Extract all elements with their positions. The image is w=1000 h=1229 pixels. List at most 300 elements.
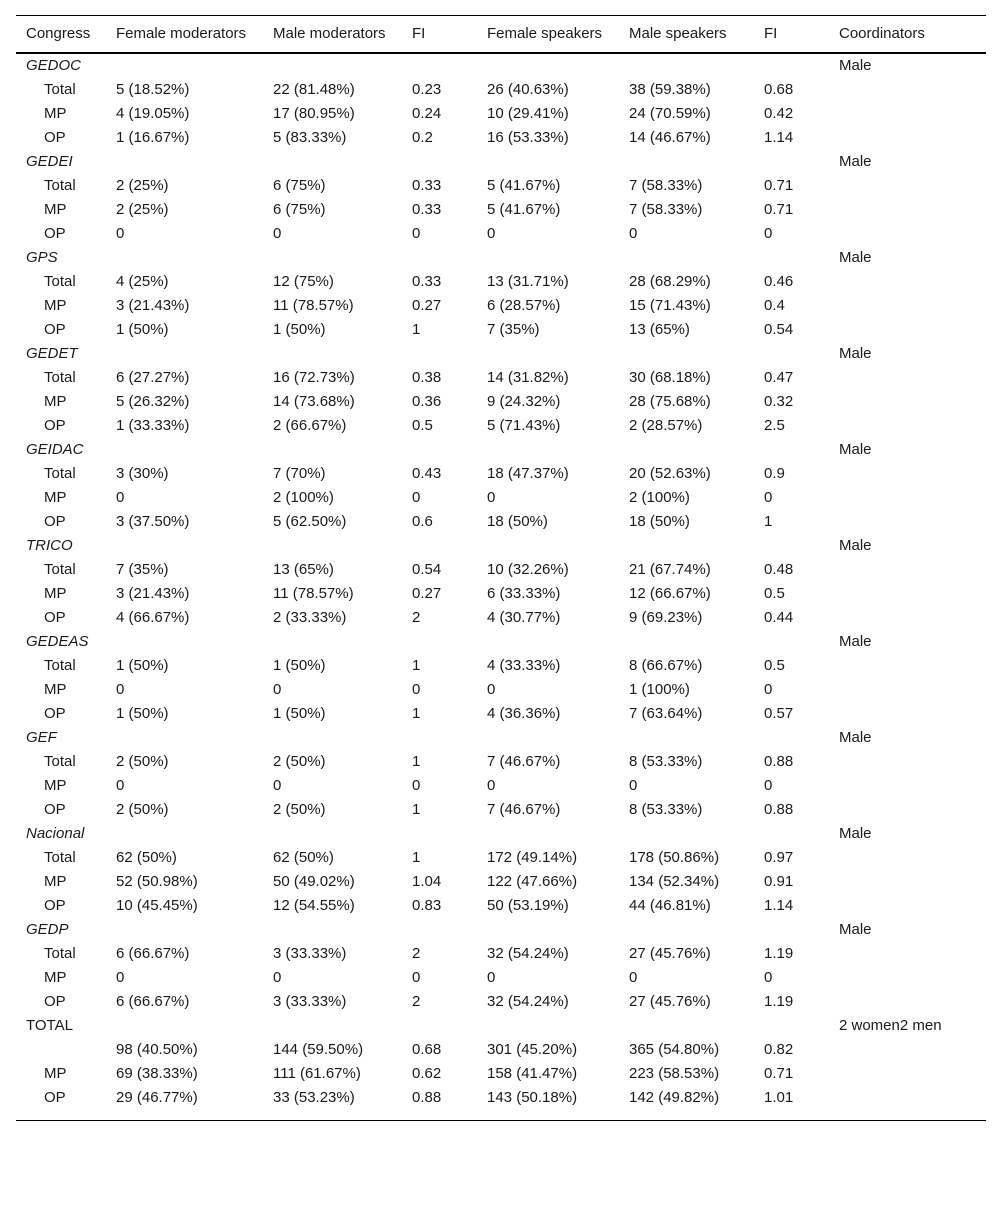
fi-moderators-cell: 0.27: [412, 297, 442, 314]
coordinators-cell: Male: [839, 441, 872, 458]
empty-cell: [263, 53, 402, 78]
fi-speakers-cell: 0: [764, 969, 773, 986]
empty-cell: [829, 846, 986, 870]
table-row: [16, 126, 986, 150]
row-label: OP: [44, 993, 66, 1010]
empty-cell: [106, 150, 263, 174]
fi-speakers-cell: 1.19: [764, 993, 794, 1010]
congress-name: GEDET: [26, 345, 78, 362]
table-row: [16, 678, 986, 702]
empty-cell: [754, 53, 829, 78]
table-row: [16, 702, 986, 726]
male-moderators-cell: 144 (59.50%): [273, 1041, 364, 1058]
empty-cell: [829, 990, 986, 1014]
male-moderators-cell: 12 (54.55%): [273, 897, 355, 914]
empty-cell: [477, 438, 619, 462]
male-speakers-cell: 1 (100%): [629, 681, 690, 698]
empty-cell: [829, 774, 986, 798]
empty-cell: [829, 390, 986, 414]
fi-speakers-cell: 0.97: [764, 849, 794, 866]
empty-cell: [829, 966, 986, 990]
empty-cell: [829, 678, 986, 702]
fi-speakers-cell: 0.48: [764, 561, 794, 578]
female-moderators-cell: 3 (21.43%): [116, 585, 190, 602]
female-moderators-cell: 7 (35%): [116, 561, 169, 578]
female-moderators-cell: 0: [116, 777, 125, 794]
female-speakers-cell: 4 (33.33%): [487, 657, 561, 674]
empty-cell: [106, 822, 263, 846]
table-row: [16, 222, 986, 246]
male-speakers-cell: 223 (58.53%): [629, 1065, 720, 1082]
group-row: [16, 150, 986, 174]
female-speakers-cell: 5 (41.67%): [487, 177, 561, 194]
fi-speakers-cell: 0.71: [764, 201, 794, 218]
congress-name: GPS: [26, 249, 58, 266]
male-speakers-cell: 28 (68.29%): [629, 273, 711, 290]
fi-moderators-cell: 0.2: [412, 129, 433, 146]
congress-name: GEDOC: [26, 57, 82, 74]
empty-cell: [106, 53, 263, 78]
female-moderators-cell: 52 (50.98%): [116, 873, 198, 890]
male-speakers-cell: 0: [629, 777, 638, 794]
empty-cell: [829, 270, 986, 294]
empty-cell: [477, 918, 619, 942]
male-speakers-cell: 18 (50%): [629, 513, 690, 530]
header-congress: Congress: [16, 16, 106, 54]
empty-cell: [477, 630, 619, 654]
female-moderators-cell: 0: [116, 225, 125, 242]
male-moderators-cell: 5 (62.50%): [273, 513, 347, 530]
empty-cell: [477, 1014, 619, 1038]
female-speakers-cell: 0: [487, 681, 496, 698]
row-label: MP: [44, 1065, 67, 1082]
empty-cell: [106, 438, 263, 462]
female-speakers-cell: 4 (30.77%): [487, 609, 561, 626]
empty-cell: [829, 798, 986, 822]
female-speakers-cell: 6 (33.33%): [487, 585, 561, 602]
fi-moderators-cell: 2: [412, 993, 421, 1010]
row-label: Total: [44, 849, 76, 866]
table-row: [16, 582, 986, 606]
row-label: MP: [44, 969, 67, 986]
male-moderators-cell: 11 (78.57%): [273, 585, 354, 602]
table-row: [16, 318, 986, 342]
male-moderators-cell: 17 (80.95%): [273, 105, 355, 122]
fi-speakers-cell: 0: [764, 225, 773, 242]
female-moderators-cell: 98 (40.50%): [116, 1041, 198, 1058]
fi-moderators-cell: 0.33: [412, 273, 442, 290]
empty-cell: [829, 654, 986, 678]
female-speakers-cell: 26 (40.63%): [487, 81, 569, 98]
row-label: Total: [44, 561, 76, 578]
empty-cell: [754, 342, 829, 366]
group-row: [16, 246, 986, 270]
female-moderators-cell: 3 (37.50%): [116, 513, 190, 530]
row-label: Total: [44, 81, 76, 98]
female-speakers-cell: 16 (53.33%): [487, 129, 569, 146]
empty-cell: [263, 438, 402, 462]
fi-speakers-cell: 1.19: [764, 945, 794, 962]
female-moderators-cell: 2 (50%): [116, 753, 169, 770]
empty-cell: [829, 894, 986, 918]
male-moderators-cell: 2 (50%): [273, 753, 326, 770]
table-row: [16, 390, 986, 414]
empty-cell: [477, 726, 619, 750]
male-moderators-cell: 5 (83.33%): [273, 129, 347, 146]
fi-moderators-cell: 1: [412, 705, 421, 722]
male-speakers-cell: 30 (68.18%): [629, 369, 711, 386]
header-male-speakers: Male speakers: [619, 16, 754, 54]
row-label: MP: [44, 201, 67, 218]
empty-cell: [754, 1014, 829, 1038]
congress-name: GEDP: [26, 921, 69, 938]
male-speakers-cell: 13 (65%): [629, 321, 690, 338]
male-moderators-cell: 7 (70%): [273, 465, 326, 482]
fi-speakers-cell: 0.71: [764, 177, 794, 194]
empty-cell: [829, 318, 986, 342]
male-speakers-cell: 21 (67.74%): [629, 561, 711, 578]
table-body: [16, 53, 986, 1121]
male-speakers-cell: 142 (49.82%): [619, 1086, 754, 1121]
female-speakers-cell: 0: [487, 969, 496, 986]
fi-moderators-cell: 0.33: [412, 201, 442, 218]
fi-moderators-cell: 1.04: [412, 873, 442, 890]
empty-cell: [829, 1062, 986, 1086]
header-female-speakers: Female speakers: [477, 16, 619, 54]
empty-cell: [402, 246, 477, 270]
empty-cell: [619, 726, 754, 750]
fi-speakers-cell: 0.82: [764, 1041, 794, 1058]
fi-moderators-cell: 0.38: [412, 369, 442, 386]
male-speakers-cell: 8 (53.33%): [629, 801, 703, 818]
empty-cell: [106, 630, 263, 654]
fi-moderators-cell: 0: [412, 777, 421, 794]
male-moderators-cell: 0: [273, 681, 282, 698]
row-label: MP: [44, 489, 67, 506]
fi-speakers-cell: 0.71: [764, 1065, 794, 1082]
fi-speakers-cell: 0.5: [764, 585, 785, 602]
female-moderators-cell: 4 (66.67%): [116, 609, 190, 626]
fi-moderators-cell: 0.54: [412, 561, 442, 578]
empty-cell: [106, 726, 263, 750]
female-speakers-cell: 0: [487, 489, 496, 506]
empty-cell: [829, 942, 986, 966]
table-row: [16, 750, 986, 774]
table-row: [16, 990, 986, 1014]
empty-cell: [829, 510, 986, 534]
fi-moderators-cell: 0: [412, 681, 421, 698]
row-label: Total: [44, 465, 76, 482]
table-row: [16, 462, 986, 486]
group-row: [16, 1014, 986, 1038]
empty-cell: [619, 822, 754, 846]
female-speakers-cell: 143 (50.18%): [477, 1086, 619, 1121]
empty-cell: [477, 822, 619, 846]
congress-name: GEIDAC: [26, 441, 84, 458]
fi-moderators-cell: 1: [412, 657, 421, 674]
empty-cell: [263, 342, 402, 366]
row-label: MP: [44, 585, 67, 602]
empty-cell: [402, 630, 477, 654]
table-row: [16, 606, 986, 630]
female-moderators-cell: 4 (19.05%): [116, 105, 190, 122]
fi-moderators-cell: 1: [412, 753, 421, 770]
male-moderators-cell: 6 (75%): [273, 201, 326, 218]
empty-cell: [402, 822, 477, 846]
group-row: [16, 822, 986, 846]
empty-cell: [477, 342, 619, 366]
female-moderators-cell: 3 (21.43%): [116, 297, 190, 314]
table-row: [16, 414, 986, 438]
male-moderators-cell: 2 (33.33%): [273, 609, 347, 626]
coordinators-cell: Male: [839, 633, 872, 650]
male-speakers-cell: 2 (100%): [629, 489, 690, 506]
empty-cell: [263, 534, 402, 558]
male-moderators-cell: 2 (100%): [273, 489, 334, 506]
female-moderators-cell: 1 (16.67%): [116, 129, 190, 146]
male-speakers-cell: 14 (46.67%): [629, 129, 711, 146]
empty-cell: [263, 246, 402, 270]
male-moderators-cell: 33 (53.23%): [263, 1086, 402, 1121]
fi-moderators-cell: 2: [412, 609, 421, 626]
male-speakers-cell: 2 (28.57%): [629, 417, 703, 434]
table-row: [16, 1062, 986, 1086]
row-label: OP: [44, 417, 66, 434]
female-moderators-cell: 3 (30%): [116, 465, 169, 482]
female-speakers-cell: 9 (24.32%): [487, 393, 561, 410]
row-label: Total: [44, 657, 76, 674]
fi-moderators-cell: 0: [412, 969, 421, 986]
fi-moderators-cell: 1: [412, 849, 421, 866]
row-label: MP: [44, 681, 67, 698]
male-moderators-cell: 62 (50%): [273, 849, 334, 866]
male-speakers-cell: 9 (69.23%): [629, 609, 703, 626]
row-label: Total: [44, 177, 76, 194]
group-row: [16, 53, 986, 78]
table-row: [16, 78, 986, 102]
group-row: [16, 438, 986, 462]
female-speakers-cell: 13 (31.71%): [487, 273, 569, 290]
male-moderators-cell: 0: [273, 225, 282, 242]
fi-speakers-cell: 0: [764, 777, 773, 794]
fi-speakers-cell: 0.44: [764, 609, 794, 626]
female-moderators-cell: 29 (46.77%): [106, 1086, 263, 1121]
fi-moderators-cell: 0.43: [412, 465, 442, 482]
row-label: OP: [44, 321, 66, 338]
male-speakers-cell: 178 (50.86%): [629, 849, 720, 866]
empty-cell: [829, 606, 986, 630]
table-row: [16, 942, 986, 966]
male-moderators-cell: 6 (75%): [273, 177, 326, 194]
table-row: [16, 270, 986, 294]
female-speakers-cell: 18 (47.37%): [487, 465, 569, 482]
empty-cell: [402, 150, 477, 174]
female-moderators-cell: 5 (26.32%): [116, 393, 190, 410]
congress-name: GEF: [26, 729, 57, 746]
empty-cell: [402, 918, 477, 942]
fi-speakers-cell: 0: [764, 681, 773, 698]
empty-cell: [754, 438, 829, 462]
coordinators-cell: Male: [839, 825, 872, 842]
empty-cell: [619, 246, 754, 270]
male-speakers-cell: 0: [629, 225, 638, 242]
female-moderators-cell: 1 (50%): [116, 657, 169, 674]
empty-cell: [106, 342, 263, 366]
empty-cell: [754, 534, 829, 558]
female-speakers-cell: 18 (50%): [487, 513, 548, 530]
male-moderators-cell: 14 (73.68%): [273, 393, 355, 410]
female-moderators-cell: 6 (27.27%): [116, 369, 190, 386]
male-speakers-cell: 24 (70.59%): [629, 105, 711, 122]
female-moderators-cell: 0: [116, 681, 125, 698]
fi-speakers-cell: 2.5: [764, 417, 785, 434]
fi-speakers-cell: 0.4: [764, 297, 785, 314]
female-moderators-cell: 5 (18.52%): [116, 81, 190, 98]
fi-moderators-cell: 0: [412, 225, 421, 242]
fi-speakers-cell: 0.46: [764, 273, 794, 290]
male-moderators-cell: 2 (66.67%): [273, 417, 347, 434]
header-female-moderators: Female moderators: [106, 16, 263, 54]
female-moderators-cell: 1 (33.33%): [116, 417, 190, 434]
female-speakers-cell: 14 (31.82%): [487, 369, 569, 386]
fi-moderators-cell: 0.5: [412, 417, 433, 434]
table-row: [16, 102, 986, 126]
male-moderators-cell: 22 (81.48%): [273, 81, 355, 98]
male-speakers-cell: 15 (71.43%): [629, 297, 711, 314]
empty-cell: [754, 726, 829, 750]
row-label: MP: [44, 105, 67, 122]
male-speakers-cell: 28 (75.68%): [629, 393, 711, 410]
male-moderators-cell: 2 (50%): [273, 801, 326, 818]
fi-speakers-cell: 0.5: [764, 657, 785, 674]
header-coordinators: Coordinators: [829, 16, 986, 54]
fi-speakers-cell: 0.42: [764, 105, 794, 122]
empty-cell: [829, 1038, 986, 1062]
fi-moderators-cell: 0.33: [412, 177, 442, 194]
table-row: [16, 870, 986, 894]
fi-speakers-cell: 0: [764, 489, 773, 506]
female-speakers-cell: 32 (54.24%): [487, 945, 569, 962]
male-moderators-cell: 12 (75%): [273, 273, 334, 290]
row-label: OP: [44, 129, 66, 146]
female-speakers-cell: 172 (49.14%): [487, 849, 578, 866]
empty-cell: [829, 126, 986, 150]
table-row: [16, 654, 986, 678]
group-row: [16, 534, 986, 558]
fi-moderators-cell: 0.68: [412, 1041, 442, 1058]
male-speakers-cell: 27 (45.76%): [629, 945, 711, 962]
row-label: OP: [44, 801, 66, 818]
female-moderators-cell: 69 (38.33%): [116, 1065, 198, 1082]
fi-speakers-cell: 1.14: [764, 897, 794, 914]
male-speakers-cell: 8 (66.67%): [629, 657, 703, 674]
female-speakers-cell: 301 (45.20%): [487, 1041, 578, 1058]
male-moderators-cell: 3 (33.33%): [273, 945, 347, 962]
table-row: [16, 174, 986, 198]
congress-name: GEDEAS: [26, 633, 89, 650]
male-moderators-cell: 1 (50%): [273, 321, 326, 338]
female-moderators-cell: 6 (66.67%): [116, 993, 190, 1010]
empty-cell: [754, 918, 829, 942]
coordinators-cell: Male: [839, 249, 872, 266]
row-label: Total: [44, 273, 76, 290]
empty-cell: [402, 1014, 477, 1038]
female-moderators-cell: 0: [116, 969, 125, 986]
coordinators-cell: Male: [839, 153, 872, 170]
fi-moderators-cell: 1: [412, 321, 421, 338]
male-speakers-cell: 7 (58.33%): [629, 177, 703, 194]
male-speakers-cell: 7 (58.33%): [629, 201, 703, 218]
congress-gender-table: [16, 15, 986, 1121]
row-label: OP: [44, 609, 66, 626]
table-row: [16, 558, 986, 582]
fi-speakers-cell: 0.54: [764, 321, 794, 338]
empty-cell: [477, 246, 619, 270]
row-label: OP: [44, 513, 66, 530]
male-speakers-cell: 365 (54.80%): [629, 1041, 720, 1058]
female-speakers-cell: 50 (53.19%): [487, 897, 569, 914]
empty-cell: [477, 150, 619, 174]
table-row: [16, 510, 986, 534]
empty-cell: [829, 294, 986, 318]
congress-name: GEDEI: [26, 153, 73, 170]
fi-moderators-cell: 2: [412, 945, 421, 962]
empty-cell: [829, 558, 986, 582]
row-label: Total: [44, 369, 76, 386]
coordinators-cell: Male: [839, 921, 872, 938]
table-row: [16, 294, 986, 318]
empty-cell: [402, 438, 477, 462]
table-row: [16, 198, 986, 222]
male-moderators-cell: 11 (78.57%): [273, 297, 354, 314]
congress-name: Nacional: [26, 825, 85, 842]
female-speakers-cell: 10 (32.26%): [487, 561, 569, 578]
empty-cell: [106, 1014, 263, 1038]
group-row: [16, 918, 986, 942]
empty-cell: [263, 822, 402, 846]
fi-speakers-cell: 0.68: [764, 81, 794, 98]
empty-cell: [754, 822, 829, 846]
empty-cell: [829, 78, 986, 102]
male-speakers-cell: 44 (46.81%): [629, 897, 711, 914]
male-speakers-cell: 27 (45.76%): [629, 993, 711, 1010]
empty-cell: [754, 630, 829, 654]
coordinators-cell: Male: [839, 537, 872, 554]
empty-cell: [477, 534, 619, 558]
header-fi-speakers: FI: [754, 16, 829, 54]
female-speakers-cell: 6 (28.57%): [487, 297, 561, 314]
row-label: OP: [44, 705, 66, 722]
fi-moderators-cell: 0.83: [412, 897, 442, 914]
empty-cell: [619, 53, 754, 78]
female-speakers-cell: 122 (47.66%): [487, 873, 578, 890]
male-moderators-cell: 50 (49.02%): [273, 873, 355, 890]
congress-name: TOTAL: [26, 1017, 73, 1034]
empty-cell: [402, 534, 477, 558]
empty-cell: [829, 366, 986, 390]
fi-moderators-cell: 1: [412, 801, 421, 818]
empty-cell: [829, 198, 986, 222]
row-label: OP: [44, 897, 66, 914]
fi-speakers-cell: 0.88: [764, 753, 794, 770]
male-moderators-cell: 0: [273, 777, 282, 794]
header-fi-moderators: FI: [402, 16, 477, 54]
empty-cell: [619, 1014, 754, 1038]
empty-cell: [829, 414, 986, 438]
male-speakers-cell: 20 (52.63%): [629, 465, 711, 482]
fi-speakers-cell: 1.01: [754, 1086, 829, 1121]
empty-cell: [829, 462, 986, 486]
